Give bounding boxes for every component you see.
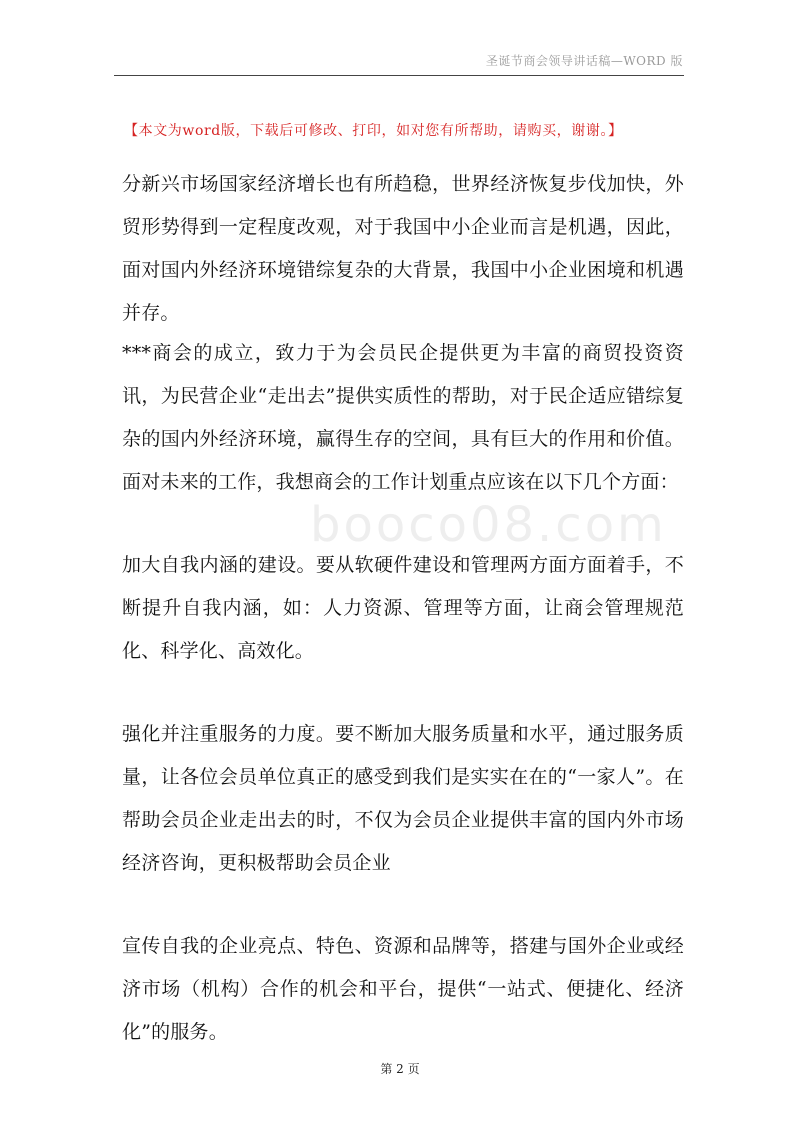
header-divider xyxy=(114,75,684,76)
body-paragraph: 强化并注重服务的力度。要不断加大服务质量和水平，通过服务质量，让各位会员单位真正的感受到我们是实实在在的“一家人”。在帮助会员企业走出去的时，不仅为会员企业提供丰富的国内外市场经济咨询，更积极帮助会员企业 xyxy=(122,723,684,874)
body-paragraph: 宣传自我的企业亮点、特色、资源和品牌等，搭建与国外企业或经济市场（机构）合作的机会和平台，提供“一站式、便捷化、经济化”的服务。 xyxy=(122,935,684,1043)
body-paragraph: 分新兴市场国家经济增长也有所趋稳，世界经济恢复步伐加快，外贸形势得到一定程度改观，对于我国中小企业而言是机遇，因此，面对国内外经济环境错综复杂的大背景，我国中小企业困境和机遇并存。 xyxy=(122,173,684,324)
body-paragraph: 加大自我内涵的建设。要从软硬件建设和管理两方面方面着手，不断提升自我内涵，如：人力资源、管理等方面，让商会管理规范化、科学化、高效化。 xyxy=(122,554,684,662)
purchase-notice: 【本文为word版，下载后可修改、打印，如对您有所帮助，请购买，谢谢。】 xyxy=(124,123,623,139)
header-title: 圣诞节商会领导讲话稿—WORD 版 xyxy=(485,54,683,68)
page-number: 第 2 页 xyxy=(380,1062,420,1076)
body-paragraph: ***商会的成立，致力于为会员民企提供更为丰富的商贸投资资讯，为民营企业“走出去”提供实质性的帮助，对于民企适应错综复杂的国内外经济环境，赢得生存的空间，具有巨大的作用和价值。面对未来的工作，我想商会的工作计划重点应该在以下几个方面： xyxy=(122,342,684,493)
watermark: booco08.com xyxy=(310,497,667,553)
